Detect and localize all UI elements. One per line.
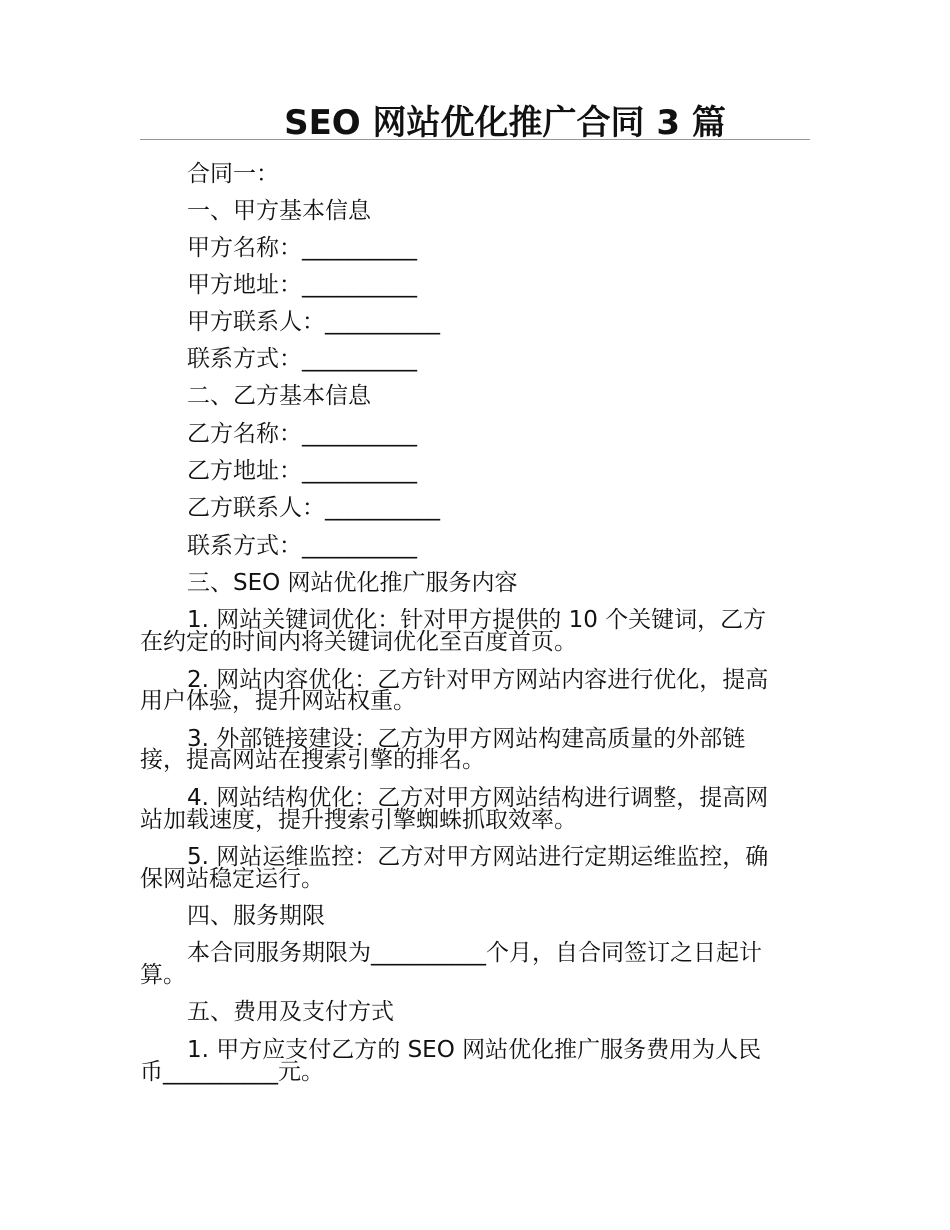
section-heading-payment: 五、费用及支付方式 [187,999,394,1025]
payment-item-1-line-2: 币__________元。 [140,1059,324,1085]
section-heading-party-a: 一、甲方基本信息 [187,198,371,224]
service-item-2-line-1: 2. 网站内容优化：乙方针对甲方网站内容进行优化，提高 [187,667,769,693]
section-heading-party-b: 二、乙方基本信息 [187,383,371,409]
section-heading-services: 三、SEO 网站优化推广服务内容 [187,570,518,596]
service-item-2-line-2: 用户体验，提升网站权重。 [140,688,416,714]
service-item-5-line-1: 5. 网站运维监控：乙方对甲方网站进行定期运维监控，确 [187,844,769,870]
party-b-address-field: 乙方地址：__________ [187,458,417,484]
section-heading-term: 四、服务期限 [187,903,325,929]
party-b-name-field: 乙方名称：__________ [187,421,417,447]
service-item-3-line-1: 3. 外部链接建设：乙方为甲方网站构建高质量的外部链 [187,726,746,752]
party-a-contact-method-field: 联系方式：__________ [187,346,417,372]
document-title: SEO 网站优化推广合同 3 篇 [284,103,726,143]
contract-heading: 合同一： [187,161,279,187]
title-underline [140,139,810,140]
party-b-contact-method-field: 联系方式：__________ [187,533,417,559]
party-a-contact-person-field: 甲方联系人：__________ [187,309,440,335]
service-item-4-line-1: 4. 网站结构优化：乙方对甲方网站结构进行调整，提高网 [187,785,769,811]
service-item-1-line-1: 1. 网站关键词优化：针对甲方提供的 10 个关键词，乙方 [187,607,767,633]
service-item-4-line-2: 站加载速度，提升搜索引擎蜘蛛抓取效率。 [140,807,577,833]
service-item-5-line-2: 保网站稳定运行。 [140,866,324,892]
payment-item-1-line-1: 1. 甲方应支付乙方的 SEO 网站优化推广服务费用为人民 [187,1037,762,1063]
term-text-line-2: 算。 [140,962,186,988]
party-a-name-field: 甲方名称：__________ [187,235,417,261]
service-item-3-line-2: 接，提高网站在搜索引擎的排名。 [140,747,485,773]
term-text-line-1: 本合同服务期限为__________个月，自合同签订之日起计 [187,940,762,966]
party-a-address-field: 甲方地址：__________ [187,272,417,298]
service-item-1-line-2: 在约定的时间内将关键词优化至百度首页。 [140,629,577,655]
party-b-contact-person-field: 乙方联系人：__________ [187,495,440,521]
